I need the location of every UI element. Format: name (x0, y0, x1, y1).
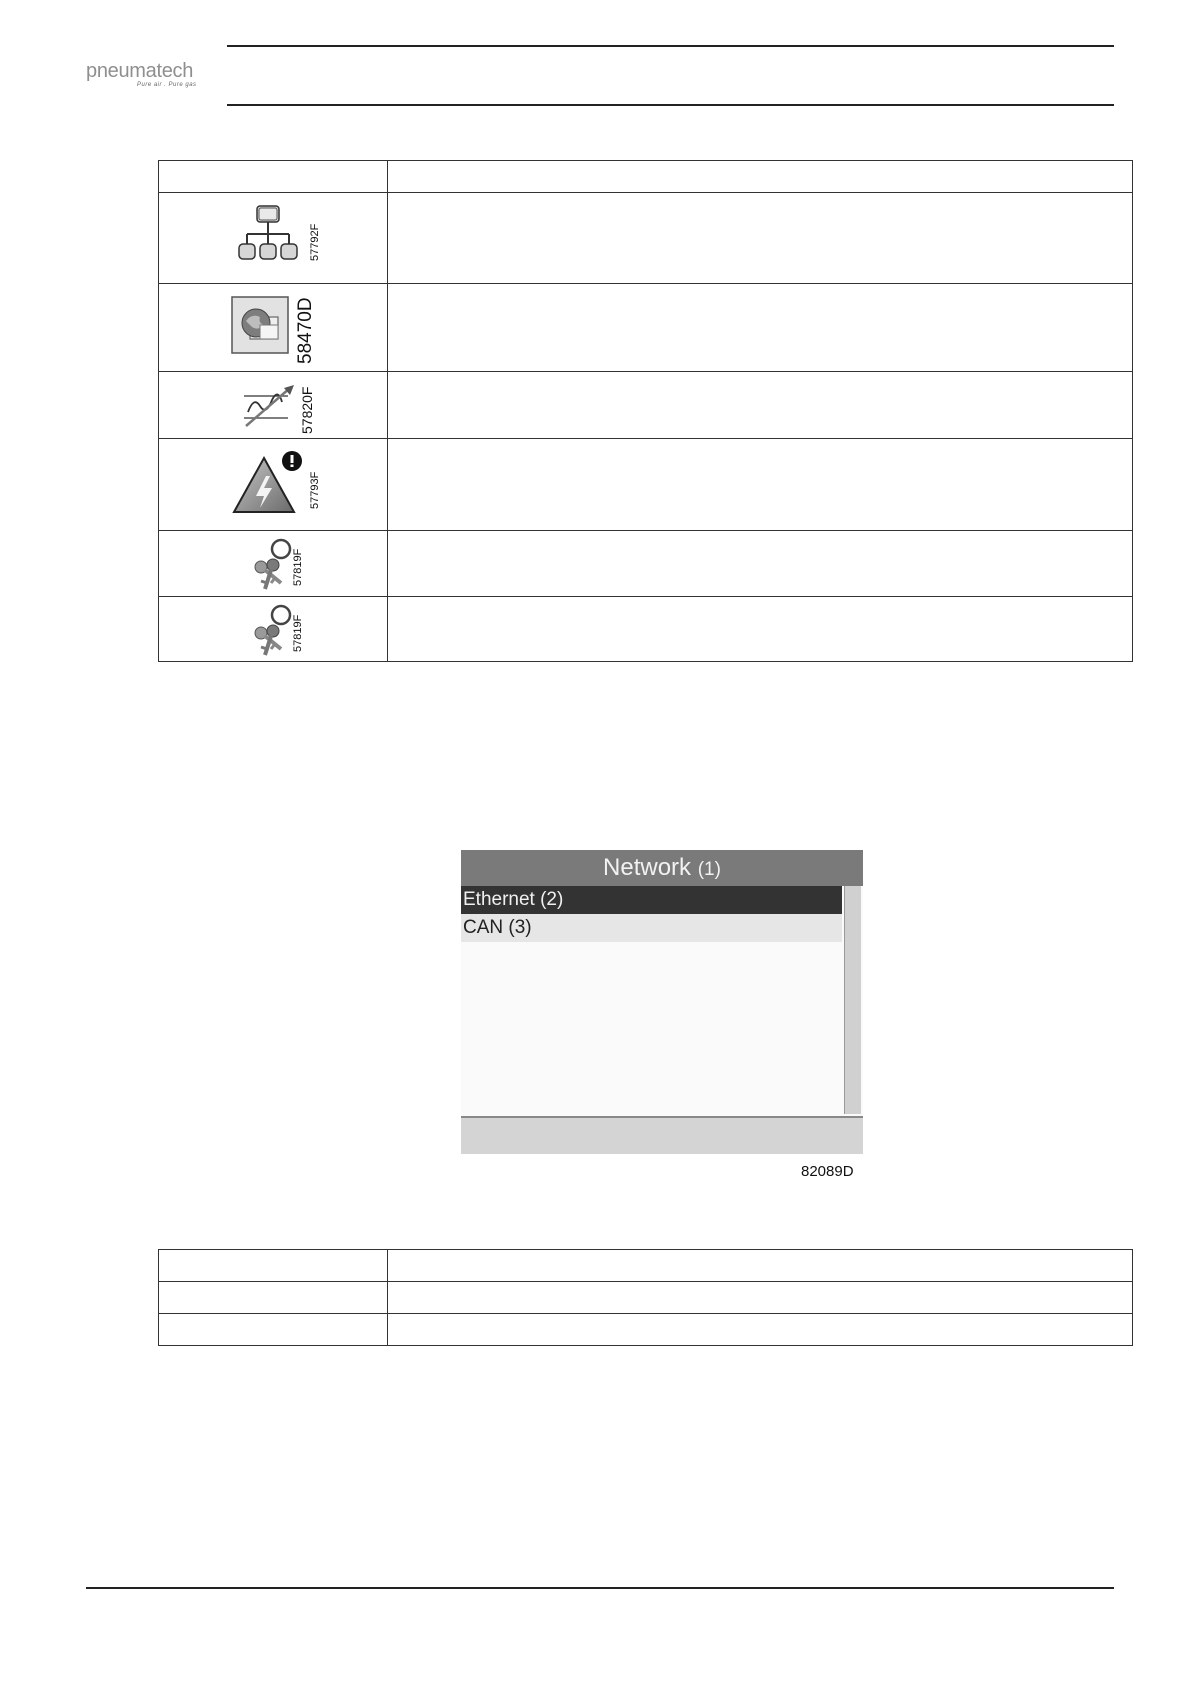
controller-screen (461, 850, 863, 1154)
header-rule-top (227, 45, 1114, 47)
table-row (159, 1250, 1133, 1282)
icon-code-label: 57793F (309, 471, 321, 509)
icon-code-label: 57819F (292, 614, 304, 652)
company-logo: pneumatech (86, 60, 194, 82)
screen-title: Network (603, 854, 692, 881)
footer-rule (86, 1587, 1114, 1589)
screen-bottom-bar (461, 1116, 863, 1154)
header-rule-bottom (227, 104, 1114, 106)
menu-item-ref: (2) (540, 889, 564, 910)
table-row (159, 1282, 1133, 1314)
globe-screen-icon (230, 295, 290, 355)
menu-item-ref: (3) (508, 917, 532, 938)
menu-item-ethernet[interactable] (461, 886, 842, 914)
icon-code-label: 57820F (299, 386, 315, 434)
warning-lightning-icon (232, 450, 308, 516)
icon-code-label: 58470D (295, 297, 316, 364)
menu-item-label: Ethernet (463, 889, 535, 910)
figure-code: 82089D (801, 1163, 854, 1180)
reference-table (158, 1249, 1133, 1346)
keys-icon (245, 603, 297, 657)
keys-icon (245, 537, 297, 591)
icon-table-header-row (159, 161, 1133, 193)
screen-title-ref: (1) (697, 859, 721, 880)
table-row (159, 193, 1133, 284)
table-row (159, 284, 1133, 372)
menu-item-label: CAN (463, 917, 504, 938)
screen-title-bar (461, 850, 863, 886)
screen-scrollbar[interactable] (844, 886, 861, 1114)
table-row (159, 1314, 1133, 1346)
table-row (159, 372, 1133, 439)
table-row (159, 439, 1133, 531)
table-row (159, 597, 1133, 662)
network-icon (237, 204, 299, 266)
trend-icon (242, 382, 296, 430)
icon-code-label: 57792F (309, 223, 321, 261)
company-logo-tagline: Pure air . Pure gas (137, 82, 197, 88)
table-row (159, 531, 1133, 597)
menu-item-can[interactable] (461, 914, 842, 942)
icon-table (158, 160, 1133, 662)
icon-code-label: 57819F (292, 548, 304, 586)
